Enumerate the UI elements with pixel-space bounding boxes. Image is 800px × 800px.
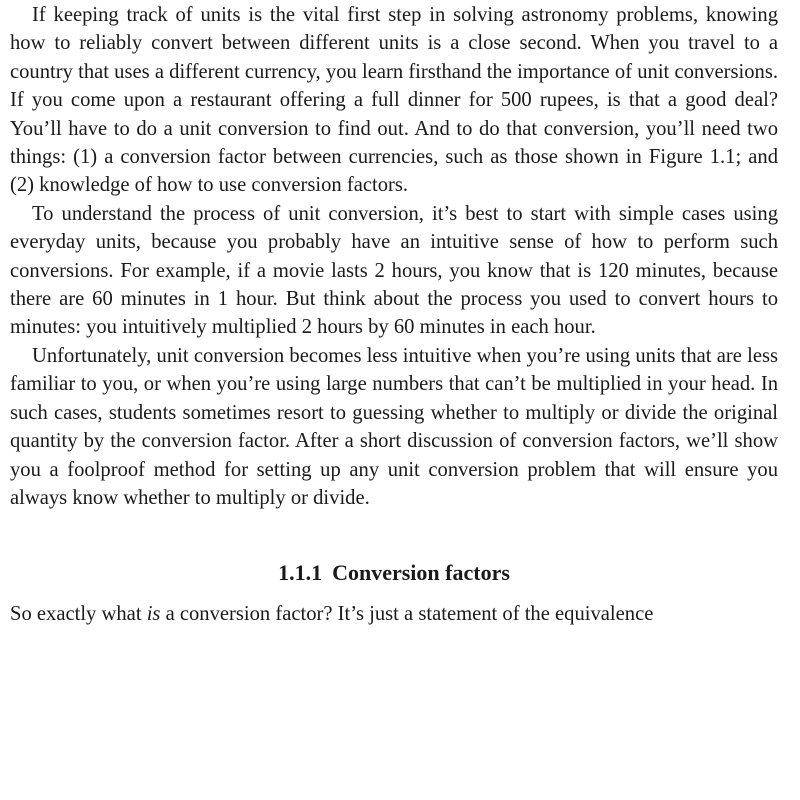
paragraph-2: To understand the process of unit conversion, it’s best to start with simple cases using everyday units, because you probably have an intuitive sense of how to perform such conversions. For example, if a movie lasts 2 hours, you know that is 120 minutes, because there are 60 minutes in 1 hour. But think about the process you used to convert hours to minutes: you intuitively multiplied 2 hours by 60 minutes in each hour. <box>10 202 778 339</box>
document-page <box>10 0 778 629</box>
paragraph-4-text-start: So exactly what <box>10 603 147 626</box>
section-title: Conversion factors <box>332 560 510 586</box>
paragraph-1: If keeping track of units is the vital first step in solving astronomy problems, knowing how to reliably convert between different units is a close second. When you travel to a country that uses a different currency, you learn firsthand the importance of unit conversions. If you come upon a restaurant offering a full dinner for 500 rupees, is that a good deal? You’ll have to do a unit conversion to find out. And to do that conversion, you’ll need two things: (1) a conversion factor between currencies, such as those shown in Figure 1.1; and (2) knowledge of how to use conversion factors. <box>10 4 778 197</box>
paragraph-4-emphasis: is <box>146 603 161 626</box>
paragraph-3: Unfortunately, unit conversion becomes less intuitive when you’re using units that are less familiar to you, or when you’re using large numbers that can’t be multiplied in your head. In such cases, students sometimes resort to guessing whether to multiply or divide the original quantity by the conversion factor. After a short discussion of conversion factors, we’ll show you a foolproof method for setting up any unit conversion problem that will ensure you always know whether to multiply or divide. <box>10 344 778 509</box>
section-heading <box>10 558 778 588</box>
paragraph-4-text-end: a conversion factor? It’s just a statement of the equivalence <box>160 603 654 626</box>
section-number: 1.1.1 <box>278 560 323 586</box>
paragraph-4 <box>10 600 778 628</box>
